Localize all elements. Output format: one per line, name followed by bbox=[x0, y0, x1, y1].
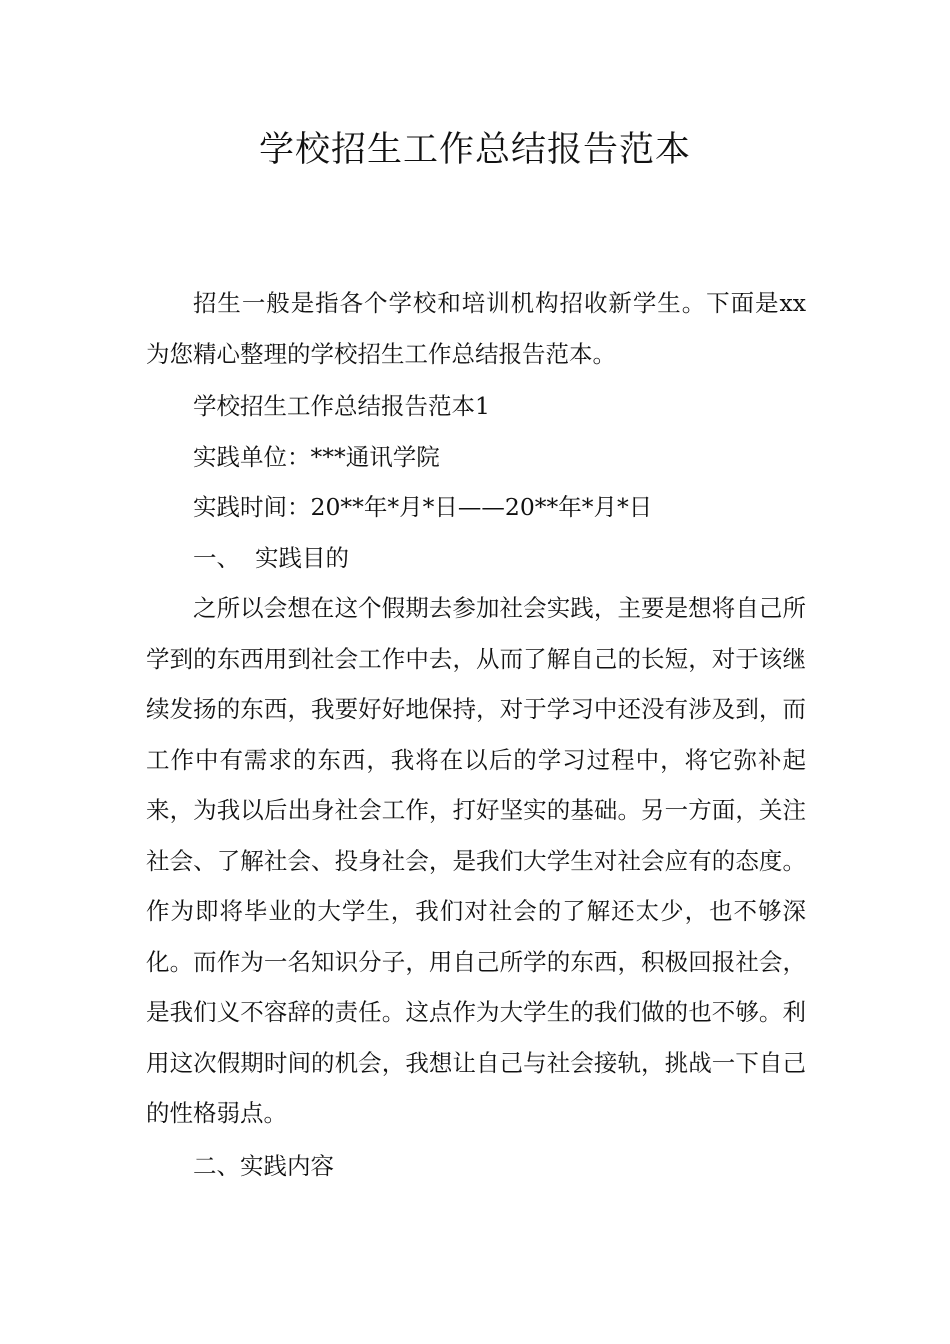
purpose-paragraph: 之所以会想在这个假期去参加社会实践，主要是想将自己所学到的东西用到社会工作中去，从而了解自己的长短，对于该继续发扬的东西，我要好好地保持，对于学习中还没有涉及到，而工作中有需求的东西，我将在以后的学习过程中，将它弥补起来，为我以后出身社会工作，打好坚实的基础。另一方面，关注社会、了解社会、投身社会，是我们大学生对社会应有的态度。作为即将毕业的大学生，我们对社会的了解还太少，也不够深化。而作为一名知识分子，用自己所学的东西，积极回报社会，是我们义不容辞的责任。这点作为大学生的我们做的也不够。利用这次假期时间的机会，我想让自己与社会接轨，挑战一下自己的性格弱点。 bbox=[146, 594, 806, 1127]
heading-practice-content: 二、实践内容 bbox=[193, 1151, 334, 1180]
practice-unit-line: 实践单位：***通讯学院 bbox=[193, 442, 440, 471]
document-title: 学校招生工作总结报告范本 bbox=[258, 130, 691, 170]
intro-paragraph: 招生一般是指各个学校和培训机构招收新学生。下面是xx为您精心整理的学校招生工作总结报告范本。 bbox=[146, 289, 806, 368]
heading-practice-purpose: 一、 实践目的 bbox=[193, 543, 349, 572]
section-heading-report-1: 学校招生工作总结报告范本1 bbox=[193, 392, 490, 420]
practice-time-line: 实践时间：20**年*月*日——20**年*月*日 bbox=[193, 493, 653, 521]
document-body bbox=[146, 278, 806, 1191]
